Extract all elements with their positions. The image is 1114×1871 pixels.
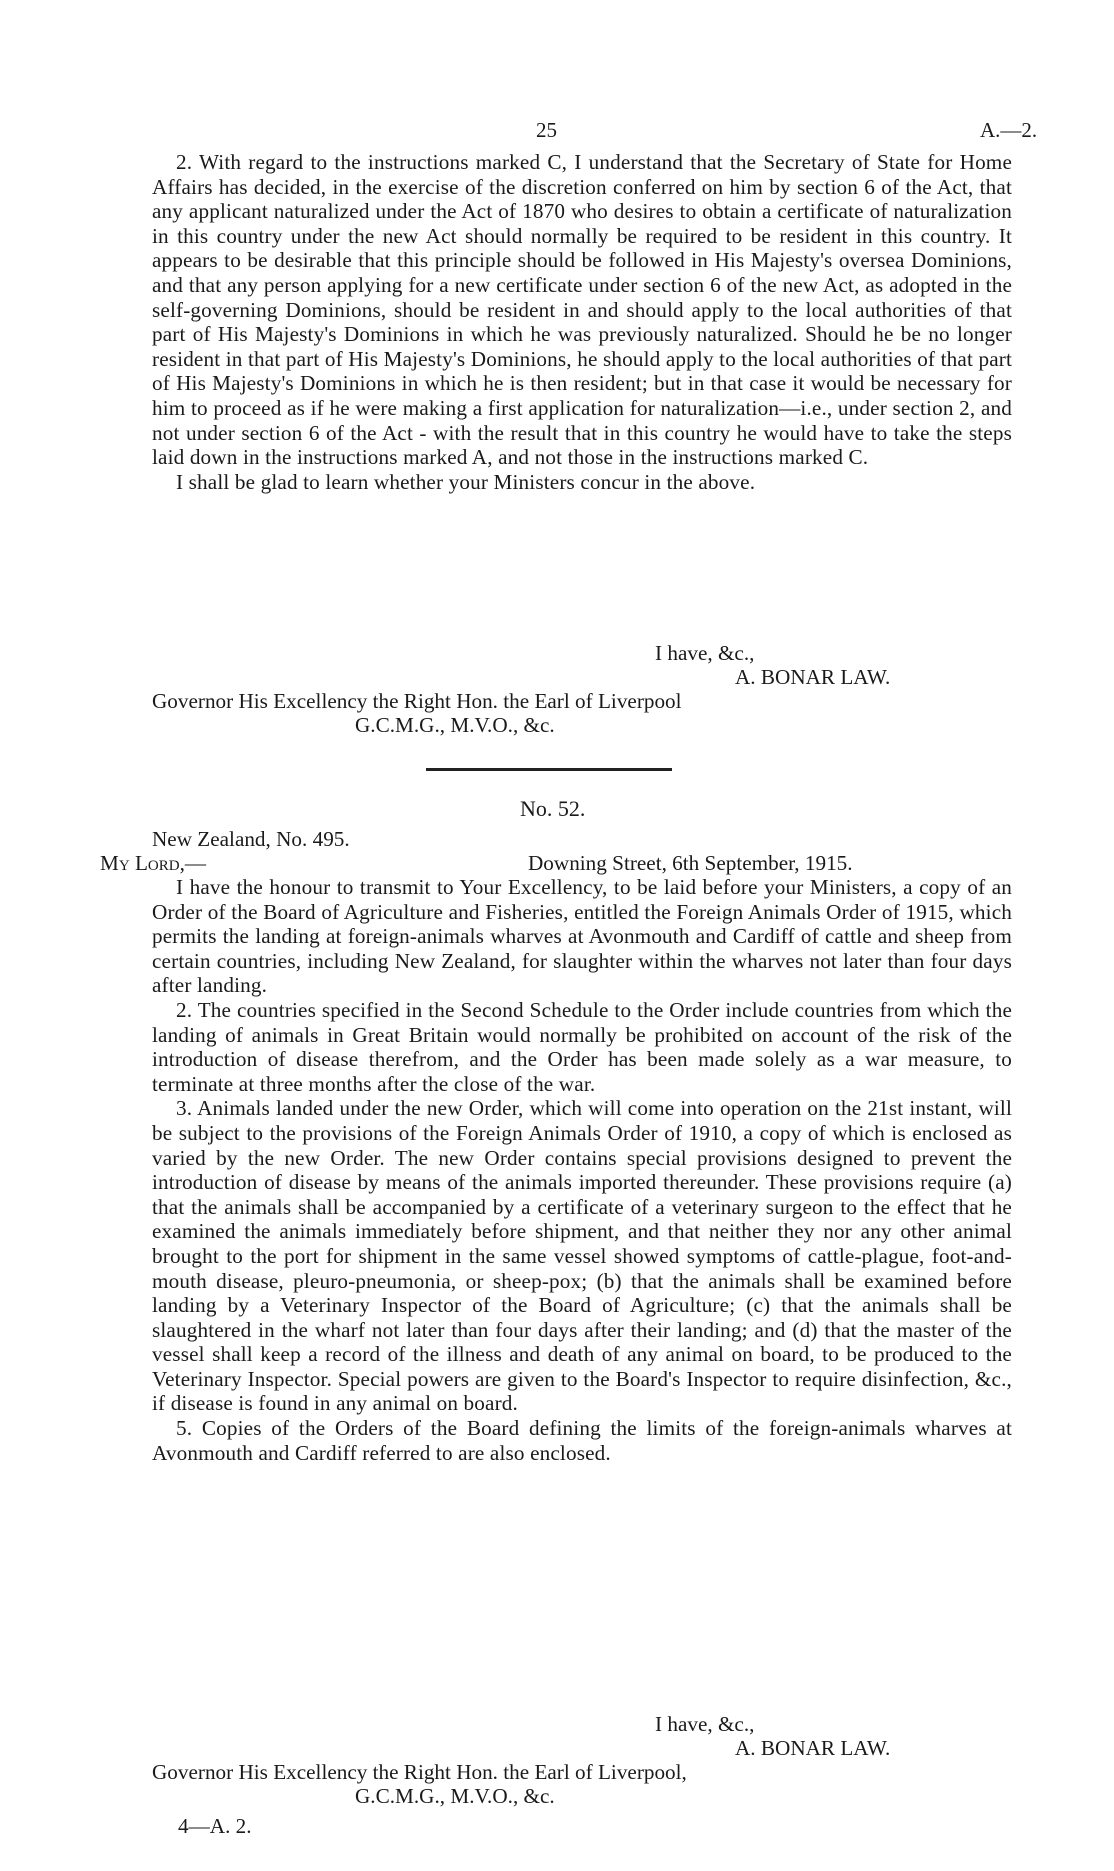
- addressee-line: Governor His Excellency the Right Hon. the Earl of Liverpool,: [152, 1760, 687, 1784]
- signature: A. BONAR LAW.: [735, 665, 891, 689]
- paragraph: 2. With regard to the instructions marked C, I understand that the Secretary of State for Home Affairs has decided, in the exercise of the discretion conferred on him by section 6 of the Act, that any applicant naturalized under the Act of 1870 who desires to obtain a certificate of naturalization in this country under the new Act should normally be required to be resident in this country. It appears to be desirable that this principle should be followed in His Majesty's oversea Dominions, and that any person applying for a new certificate under section 6 of the new Act, as adopted in the self-governing Dominions, should be resident in and should apply to the local authorities of that part of His Majesty's Dominions in which he was previously naturalized. Should he be no longer resident in that part of His Majesty's Dominions, he should apply to the local authorities of that part of His Majesty's Dominions in which he is then resident; but in that case it would be necessary for him to proceed as if he were making a first application for naturalization—i.e., under section 2, and not under section 6 of the Act - with the result that in this country he would have to take the steps laid down in the instructions marked A, and not those in the instructions marked C.: [152, 150, 1012, 470]
- addressee-line: Governor His Excellency the Right Hon. the Earl of Liverpool: [152, 689, 682, 713]
- closing: I have, &c.,: [655, 1712, 755, 1736]
- paragraph: 3. Animals landed under the new Order, which will come into operation on the 21st instant, will be subject to the provisions of the Foreign Animals Order of 1910, a copy of which is enclosed as varied by the new Order. The new Order contains special provisions designed to prevent the introduction of disease by means of the animals imported thereunder. These provisions require (a) that the animals shall be accompanied by a certificate of a veterinary surgeon to the effect that he examined the animals immediately before shipment, and that neither they nor any other animal brought to the port for shipment in the same vessel showed symptoms of cattle-plague, foot-and-mouth disease, pleuro-pneumonia, or sheep-pox; (b) that the animals shall be examined before landing by a Veterinary Inspector of the Board of Agriculture; (c) that the animals shall be slaughtered in the wharf not later than four days after their landing; and (d) that the master of the vessel shall keep a record of the illness and death of any animal on board, to be produced to the Veterinary Inspector. Special powers are given to the Board's Inspector to require disinfection, &c., if disease is found in any animal on board.: [152, 1096, 1012, 1416]
- addressee-honours: G.C.M.G., M.V.O., &c.: [355, 1784, 555, 1808]
- letter-reference: New Zealand, No. 495.: [152, 827, 350, 851]
- salutation: My Lord,—: [100, 851, 207, 875]
- addressee-honours: G.C.M.G., M.V.O., &c.: [355, 713, 555, 737]
- document-reference: A.—2.: [980, 118, 1038, 142]
- signature: A. BONAR LAW.: [735, 1736, 891, 1760]
- place-and-date: Downing Street, 6th September, 1915.: [528, 851, 853, 875]
- section-divider: [426, 768, 672, 771]
- paragraph: I have the honour to transmit to Your Excellency, to be laid before your Ministers, a copy of an Order of the Board of Agriculture and Fisheries, entitled the Foreign Animals Order of 1915, which permits the landing at foreign-animals wharves at Avonmouth and Cardiff of cattle and sheep from certain countries, including New Zealand, for slaughter within the wharves not later than four days after landing.: [152, 875, 1012, 998]
- letter-51-body: [152, 150, 1012, 494]
- letter-52-body: [152, 875, 1012, 1465]
- paragraph: I shall be glad to learn whether your Ministers concur in the above.: [176, 469, 756, 494]
- page-number: 25: [536, 118, 557, 142]
- printer-signature-mark: 4—A. 2.: [178, 1814, 252, 1838]
- letter-number: No. 52.: [520, 796, 586, 821]
- closing: I have, &c.,: [655, 641, 755, 665]
- paragraph: 2. The countries specified in the Second Schedule to the Order include countries from which the landing of animals in Great Britain would normally be prohibited on account of the risk of the introduction of disease therefrom, and the Order has been made solely as a war measure, to terminate at three months after the close of the war.: [152, 997, 1012, 1096]
- paragraph: 5. Copies of the Orders of the Board defining the limits of the foreign-animals wharves at Avonmouth and Cardiff referred to are also enclosed.: [152, 1416, 1012, 1465]
